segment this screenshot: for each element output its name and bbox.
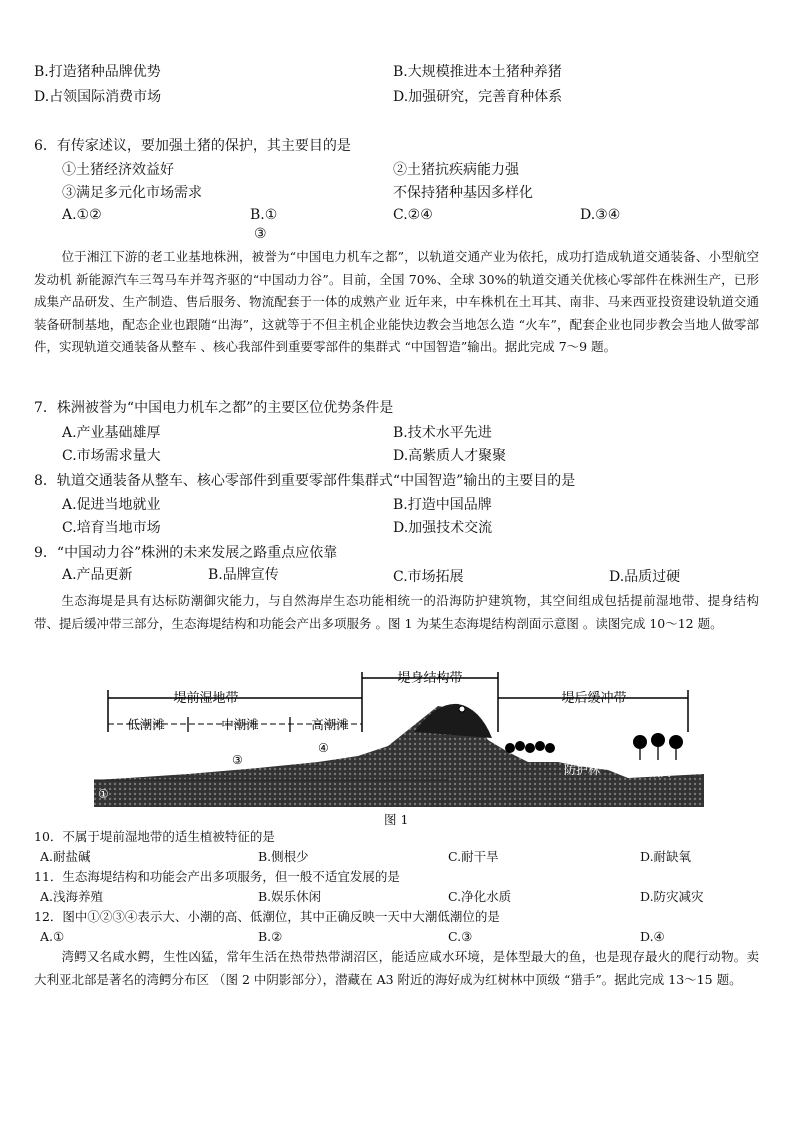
label-moat: 护城河 [636, 765, 673, 779]
q8-option-b: B.打造中国品牌 [393, 497, 492, 513]
question-9-stem: 9．“中国动力谷”株洲的未来发展之路重点应依靠 [34, 545, 338, 561]
q12-option-a: A.① [40, 929, 65, 944]
marker-2: ② [150, 765, 161, 779]
option-q5-b2: B.大规模推进本土猪种养猪 [393, 64, 562, 80]
label-wetland-belt: 堤前湿地带 [173, 691, 239, 706]
label-low-tidal-flat: 低潮滩 [127, 717, 165, 732]
label-dike-body-belt: 堤身结构带 [397, 671, 463, 686]
q10-option-b: B.侧根少 [258, 849, 309, 864]
marker-4: ④ [318, 741, 329, 755]
passage-zhuzhou: 位于湘江下游的老工业基地株洲，被誉为“中国电力机车之都”，以轨道交通产业为依托，成功打造成轨道交通装备、小型航空发动机 新能源汽车三驾马车并驾齐驱的“中国动力谷”。目前，全国 70%、全球 30%的轨道交通关优核心零部件在株洲生产，已形成集产品研发、生产制造、售后服务、物流配套于一体的成熟产业 近年来，中车株机在土耳其、南非、马来西亚投资建设轨道交通装备研制基地，配态企业也跟随“出海”，这就等于不但主机企业能快边教会当地怎么造 “火车”，配套企业也同步教会当地人做零部件，实现轨道交通装备从整车 、核心我部件到重要零部件的集群式 “中国智造”输出。据此完成 7～9 题。 [34, 249, 759, 354]
figure-caption: 图 1 [384, 812, 409, 827]
q7-option-b: B.技术水平先进 [393, 425, 492, 441]
option-q5-d: D.占领国际消费市场 [34, 89, 162, 105]
option-q5-b: B.打造猪种品牌优势 [34, 64, 161, 80]
q8-option-a: A.促进当地就业 [62, 497, 161, 513]
q11-option-d: D.防灾减灾 [640, 889, 704, 904]
q8-option-d: D.加强技术交流 [393, 520, 493, 536]
marker-3: ③ [232, 753, 243, 767]
q6-statement-3: ③满足多元化市场需求 [62, 185, 202, 201]
question-6-stem: 6．有传家述议，要加强土猪的保护，其主要目的是 [34, 138, 351, 154]
passage-saltwater-crocodile: 湾鳄又名咸水鳄，生性凶猛，常年生活在热带热带湖沼区，能适应咸水环境，是体型最大的鱼，也是现存最火的爬行动物。卖大利亚北部是著名的湾鳄分布区 （图 2 中阴影部分），潜藏在 A3 附近的海好成为红树林中顶级 “猎手”。据此完成 13～15 题。 [34, 949, 759, 987]
q7-option-a: A.产业基础雄厚 [62, 425, 161, 441]
passage-seawall: 生态海堤是具有达标防潮御灾能力，与自然海岸生态功能相统一的沿海防护建筑物，其空间组成包括提前湿地带、提身结构带、提后缓冲带三部分，生态海堤结构和功能会产出多项服务 。图 1 为某生态海堤结构剖面示意图 。读图完成 10～12 题。 [34, 593, 759, 631]
question-10-stem: 10．不属于堤前湿地带的适生植被特征的是 [34, 829, 275, 844]
q12-option-b: B.② [258, 929, 283, 944]
q11-option-a: A.浅海养殖 [40, 889, 104, 904]
q7-option-d: D.高紫质人才聚聚 [393, 448, 507, 464]
question-12-stem: 12．图中①②③④表示大、小潮的高、低潮位，其中正确反映一天中大潮低潮位的是 [34, 909, 500, 924]
q12-option-d: D.④ [640, 929, 665, 944]
q11-option-b: B.娱乐休闲 [258, 889, 322, 904]
q6-option-b: B.① [250, 207, 278, 223]
label-high-tidal-flat: 高潮滩 [311, 717, 349, 732]
q9-option-d: D.品质过硬 [609, 569, 681, 585]
marker-1: ① [98, 787, 109, 801]
q11-option-c: C.净化水质 [448, 889, 512, 904]
q9-option-b: B.品牌宣传 [208, 567, 279, 583]
q6-option-b-wrap: ③ [254, 226, 267, 242]
q6-statement-1: ①土猪经济效益好 [62, 162, 174, 178]
option-q5-d2: D.加强研究，完善育种体系 [393, 89, 563, 105]
question-11-stem: 11．生态海堤结构和功能会产出多项服务，但一般不适宜发展的是 [34, 869, 400, 884]
q6-option-a: A.①② [62, 207, 102, 223]
q10-option-a: A.耐盐碱 [40, 849, 91, 864]
q12-option-c: C.③ [448, 929, 473, 944]
q10-option-c: C.耐干旱 [448, 849, 499, 864]
label-buffer-belt: 堤后缓冲带 [561, 691, 627, 706]
label-shelter-forest: 防护林 [564, 763, 601, 777]
q10-option-d: D.耐缺氧 [640, 849, 692, 864]
q7-option-c: C.市场需求量大 [62, 448, 161, 464]
label-mid-tidal-flat: 中潮滩 [221, 717, 259, 732]
q6-option-c: C.②④ [393, 207, 433, 223]
question-7-stem: 7．株洲被誉为“中国电力机车之都”的主要区位优势条件是 [34, 400, 394, 416]
q8-option-c: C.培育当地市场 [62, 520, 161, 536]
question-8-stem: 8．轨道交通装备从整车、核心零部件到重要零部件集群式“中国智造”输出的主要目的是 [34, 473, 576, 489]
seawall-cross-section-figure [88, 662, 710, 807]
q6-statement-2: ②土猪抗疾病能力强 [393, 162, 519, 178]
q9-option-c: C.市场拓展 [393, 569, 464, 585]
q6-statement-4: 不保持猪种基因多样化 [393, 185, 533, 201]
q6-option-d: D.③④ [580, 207, 621, 223]
q9-option-a: A.产品更新 [62, 567, 133, 583]
